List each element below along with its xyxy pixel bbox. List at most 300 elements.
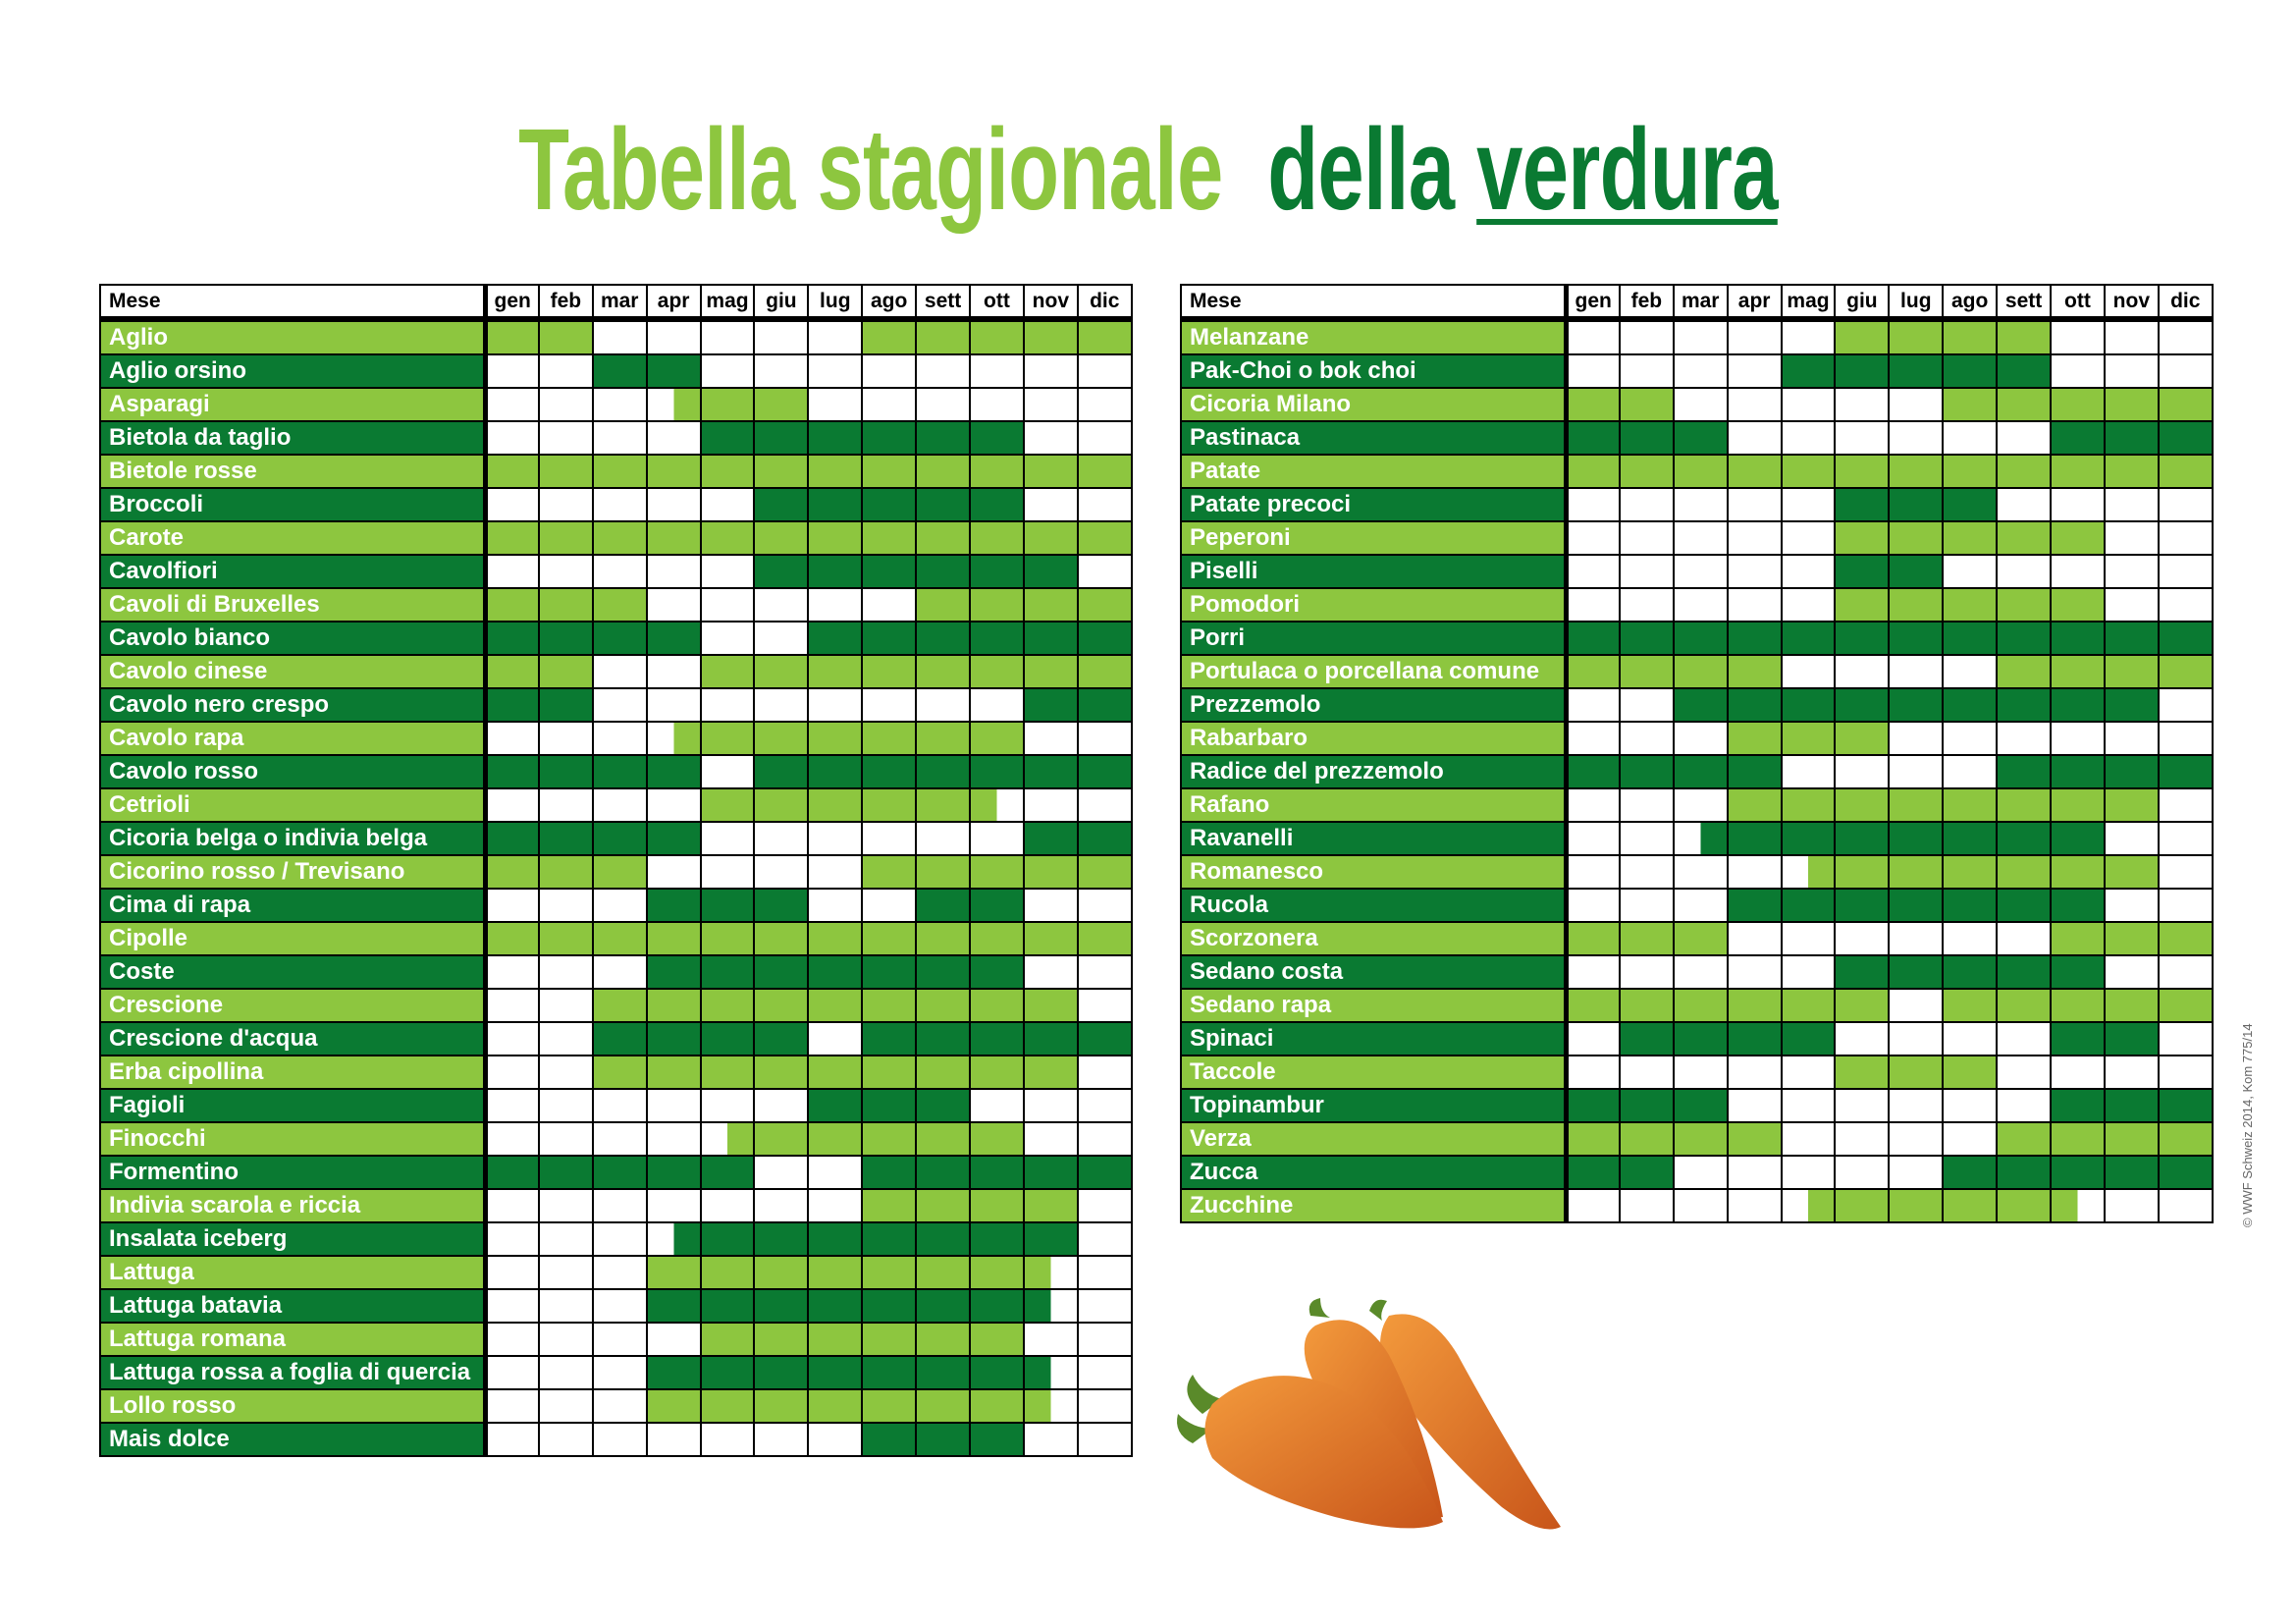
vegetable-name: Crescione d'acqua [100, 1022, 485, 1056]
season-cell-mar [593, 655, 647, 688]
vegetable-name: Scorzonera [1181, 922, 1566, 955]
season-cell-nov [1024, 1356, 1078, 1389]
season-cell-giu [754, 755, 808, 788]
month-header-mar: mar [593, 285, 647, 319]
season-cell-dic [1078, 655, 1132, 688]
vegetable-name: Piselli [1181, 555, 1566, 588]
season-cell-mar [593, 722, 647, 755]
season-cell-ott [2051, 755, 2105, 788]
table-row [1181, 722, 2213, 755]
table-body-left [100, 319, 1132, 1456]
season-cell-mag [701, 1222, 755, 1256]
season-cell-dic [1078, 488, 1132, 521]
vegetable-name: Cavolo bianco [100, 622, 485, 655]
table-row [1181, 421, 2213, 455]
season-cell-dic [2159, 1089, 2213, 1122]
season-cell-gen [485, 1356, 539, 1389]
season-cell-apr [1728, 655, 1782, 688]
season-cell-feb [1620, 755, 1674, 788]
season-cell-mar [1674, 588, 1728, 622]
season-cell-mar [1674, 822, 1728, 855]
table-row [100, 1122, 1132, 1156]
season-cell-ago [1943, 822, 1997, 855]
season-cell-giu [1835, 889, 1889, 922]
season-cell-ott [2051, 455, 2105, 488]
season-cell-feb [539, 1289, 593, 1323]
table-row [100, 722, 1132, 755]
season-cell-apr [1728, 455, 1782, 488]
season-cell-apr [647, 755, 701, 788]
season-cell-ago [1943, 1156, 1997, 1189]
season-cell-nov [1024, 1122, 1078, 1156]
season-cell-nov [2105, 421, 2159, 455]
season-cell-gen [1566, 788, 1620, 822]
season-cell-dic [2159, 354, 2213, 388]
season-cell-lug [808, 1356, 862, 1389]
season-cell-dic [1078, 989, 1132, 1022]
vegetable-name: Ravanelli [1181, 822, 1566, 855]
season-cell-dic [2159, 655, 2213, 688]
season-cell-mag [1782, 655, 1836, 688]
season-cell-feb [1620, 855, 1674, 889]
season-cell-ott [970, 722, 1024, 755]
season-cell-lug [1889, 319, 1943, 354]
month-header-mar: mar [1674, 285, 1728, 319]
season-cell-gen [1566, 1022, 1620, 1056]
season-cell-feb [539, 889, 593, 922]
season-cell-gen [1566, 1089, 1620, 1122]
season-cell-mag [1782, 622, 1836, 655]
season-cell-ago [1943, 455, 1997, 488]
season-cell-feb [539, 588, 593, 622]
season-cell-feb [1620, 822, 1674, 855]
season-cell-lug [1889, 1122, 1943, 1156]
season-cell-nov [2105, 588, 2159, 622]
season-cell-mag [701, 755, 755, 788]
season-cell-lug [1889, 588, 1943, 622]
season-cell-dic [1078, 1156, 1132, 1189]
season-cell-ago [1943, 319, 1997, 354]
vegetable-name: Carote [100, 521, 485, 555]
vegetable-name: Patate [1181, 455, 1566, 488]
season-cell-dic [2159, 488, 2213, 521]
month-header-ago: ago [1943, 285, 1997, 319]
season-cell-feb [1620, 388, 1674, 421]
season-cell-giu [1835, 555, 1889, 588]
season-cell-gen [485, 1156, 539, 1189]
season-cell-sett [1997, 755, 2051, 788]
season-table-right [1180, 284, 2214, 1223]
season-cell-lug [1889, 1056, 1943, 1089]
season-cell-dic [2159, 722, 2213, 755]
vegetable-name: Zucca [1181, 1156, 1566, 1189]
season-cell-dic [1078, 388, 1132, 421]
season-cell-mar [1674, 989, 1728, 1022]
season-cell-ott [2051, 388, 2105, 421]
season-cell-apr [1728, 855, 1782, 889]
season-cell-lug [808, 1156, 862, 1189]
season-cell-giu [754, 319, 808, 354]
season-cell-lug [1889, 1089, 1943, 1122]
season-cell-ott [970, 1122, 1024, 1156]
season-cell-mar [593, 488, 647, 521]
season-cell-feb [539, 855, 593, 889]
month-header-gen: gen [485, 285, 539, 319]
season-cell-lug [808, 354, 862, 388]
month-header-giu: giu [1835, 285, 1889, 319]
season-cell-lug [1889, 855, 1943, 889]
season-cell-ago [1943, 421, 1997, 455]
season-cell-nov [2105, 1056, 2159, 1089]
season-cell-dic [1078, 1122, 1132, 1156]
header-month-label: Mese [1181, 285, 1566, 319]
season-cell-giu [1835, 319, 1889, 354]
season-cell-sett [916, 822, 970, 855]
table-row [100, 488, 1132, 521]
season-cell-sett [916, 455, 970, 488]
season-cell-mag [1782, 354, 1836, 388]
season-cell-dic [2159, 455, 2213, 488]
season-cell-lug [1889, 1189, 1943, 1222]
season-cell-mag [701, 555, 755, 588]
season-cell-mar [1674, 521, 1728, 555]
season-cell-sett [916, 855, 970, 889]
table-header-row [1181, 285, 2213, 319]
season-cell-sett [916, 922, 970, 955]
season-cell-gen [485, 1056, 539, 1089]
season-cell-nov [1024, 1323, 1078, 1356]
season-cell-ago [1943, 1022, 1997, 1056]
season-cell-lug [1889, 488, 1943, 521]
season-cell-mag [701, 1356, 755, 1389]
vegetable-name: Indivia scarola e riccia [100, 1189, 485, 1222]
season-cell-nov [1024, 1156, 1078, 1189]
season-cell-apr [647, 455, 701, 488]
month-header-ott: ott [2051, 285, 2105, 319]
table-row [1181, 788, 2213, 822]
season-cell-sett [1997, 1056, 2051, 1089]
season-cell-giu [754, 1022, 808, 1056]
month-header-apr: apr [647, 285, 701, 319]
table-row [1181, 1056, 2213, 1089]
season-cell-lug [808, 1323, 862, 1356]
season-cell-mar [1674, 922, 1728, 955]
season-cell-feb [1620, 1089, 1674, 1122]
season-cell-giu [754, 822, 808, 855]
season-cell-apr [647, 655, 701, 688]
season-cell-nov [1024, 1222, 1078, 1256]
season-cell-lug [1889, 822, 1943, 855]
season-cell-mag [1782, 1122, 1836, 1156]
table-row [100, 1022, 1132, 1056]
season-cell-nov [2105, 822, 2159, 855]
season-cell-gen [1566, 1122, 1620, 1156]
season-cell-ago [1943, 855, 1997, 889]
vegetable-name: Cavoli di Bruxelles [100, 588, 485, 622]
title-part-1: Tabella stagionale [518, 105, 1223, 235]
season-cell-nov [2105, 722, 2159, 755]
season-cell-nov [2105, 1189, 2159, 1222]
season-cell-lug [1889, 354, 1943, 388]
season-cell-feb [539, 1256, 593, 1289]
season-cell-mar [593, 755, 647, 788]
season-cell-feb [539, 622, 593, 655]
season-cell-mar [1674, 622, 1728, 655]
season-cell-apr [647, 521, 701, 555]
season-cell-feb [539, 755, 593, 788]
season-cell-feb [1620, 722, 1674, 755]
season-cell-ott [970, 922, 1024, 955]
season-cell-giu [1835, 1056, 1889, 1089]
season-cell-sett [1997, 922, 2051, 955]
vegetable-name: Cavolo rosso [100, 755, 485, 788]
vegetable-name: Cipolle [100, 922, 485, 955]
season-cell-apr [647, 319, 701, 354]
season-table-left [99, 284, 1133, 1457]
season-cell-ago [862, 421, 916, 455]
season-cell-giu [1835, 388, 1889, 421]
season-cell-nov [1024, 588, 1078, 622]
season-cell-ott [970, 1356, 1024, 1389]
season-cell-dic [1078, 455, 1132, 488]
season-cell-mag [701, 688, 755, 722]
season-cell-ago [862, 622, 916, 655]
season-cell-giu [754, 588, 808, 622]
season-cell-sett [916, 688, 970, 722]
season-cell-ago [862, 822, 916, 855]
season-cell-mag [701, 319, 755, 354]
table-row [100, 755, 1132, 788]
season-cell-giu [754, 488, 808, 521]
season-cell-mar [593, 922, 647, 955]
season-cell-apr [1728, 922, 1782, 955]
season-cell-feb [1620, 889, 1674, 922]
season-cell-feb [539, 455, 593, 488]
season-cell-dic [1078, 319, 1132, 354]
season-cell-mar [593, 455, 647, 488]
season-cell-ott [970, 488, 1024, 521]
season-cell-apr [647, 1323, 701, 1356]
season-cell-ago [862, 1289, 916, 1323]
season-cell-nov [2105, 889, 2159, 922]
season-cell-nov [1024, 788, 1078, 822]
season-cell-ott [970, 622, 1024, 655]
season-cell-mar [1674, 455, 1728, 488]
season-cell-giu [754, 354, 808, 388]
season-cell-mar [1674, 1089, 1728, 1122]
season-cell-ago [862, 889, 916, 922]
season-cell-gen [485, 788, 539, 822]
season-cell-mar [593, 588, 647, 622]
table-row [100, 655, 1132, 688]
month-header-mag: mag [701, 285, 755, 319]
season-cell-lug [808, 755, 862, 788]
season-cell-feb [1620, 655, 1674, 688]
vegetable-name: Asparagi [100, 388, 485, 421]
season-cell-nov [2105, 622, 2159, 655]
season-cell-mar [1674, 319, 1728, 354]
table-row [100, 1356, 1132, 1389]
season-cell-giu [754, 455, 808, 488]
season-cell-dic [2159, 922, 2213, 955]
season-cell-ago [862, 955, 916, 989]
season-cell-lug [808, 1022, 862, 1056]
season-cell-apr [647, 1389, 701, 1423]
season-cell-feb [539, 788, 593, 822]
title-part-2: della [1267, 105, 1455, 235]
season-cell-dic [1078, 1222, 1132, 1256]
season-cell-gen [485, 1222, 539, 1256]
season-cell-giu [1835, 1022, 1889, 1056]
month-header-giu: giu [754, 285, 808, 319]
season-cell-ago [1943, 521, 1997, 555]
season-cell-apr [647, 388, 701, 421]
season-cell-mag [701, 1056, 755, 1089]
season-cell-nov [1024, 889, 1078, 922]
season-cell-gen [1566, 488, 1620, 521]
season-cell-apr [647, 488, 701, 521]
season-cell-ott [2051, 421, 2105, 455]
season-cell-ott [2051, 521, 2105, 555]
season-cell-lug [1889, 755, 1943, 788]
season-cell-giu [1835, 989, 1889, 1022]
season-cell-lug [808, 889, 862, 922]
month-header-ago: ago [862, 285, 916, 319]
table-row [100, 788, 1132, 822]
season-cell-ott [970, 421, 1024, 455]
season-cell-dic [2159, 1022, 2213, 1056]
season-cell-feb [539, 354, 593, 388]
season-cell-ott [2051, 1089, 2105, 1122]
season-cell-gen [485, 1022, 539, 1056]
season-cell-dic [2159, 622, 2213, 655]
season-cell-dic [1078, 788, 1132, 822]
season-cell-dic [1078, 588, 1132, 622]
season-cell-giu [1835, 521, 1889, 555]
season-cell-lug [808, 955, 862, 989]
season-cell-apr [647, 788, 701, 822]
season-cell-feb [539, 555, 593, 588]
table-row [100, 1389, 1132, 1423]
season-cell-ago [1943, 388, 1997, 421]
season-cell-mar [1674, 388, 1728, 421]
season-cell-mar [1674, 421, 1728, 455]
season-cell-ago [862, 455, 916, 488]
season-cell-gen [1566, 1156, 1620, 1189]
season-cell-mag [701, 989, 755, 1022]
season-cell-apr [647, 889, 701, 922]
season-cell-dic [1078, 722, 1132, 755]
season-cell-nov [1024, 755, 1078, 788]
season-cell-ott [2051, 989, 2105, 1022]
table-row [1181, 622, 2213, 655]
season-cell-sett [1997, 688, 2051, 722]
season-cell-nov [1024, 855, 1078, 889]
month-header-dic: dic [2159, 285, 2213, 319]
table-row [100, 688, 1132, 722]
season-cell-sett [1997, 788, 2051, 822]
season-cell-ott [2051, 354, 2105, 388]
season-cell-feb [539, 1122, 593, 1156]
season-cell-giu [1835, 655, 1889, 688]
table-row [100, 319, 1132, 354]
season-cell-ott [2051, 822, 2105, 855]
season-cell-dic [1078, 421, 1132, 455]
season-cell-lug [1889, 1022, 1943, 1056]
season-cell-mar [1674, 855, 1728, 889]
season-cell-nov [1024, 1189, 1078, 1222]
season-cell-sett [1997, 488, 2051, 521]
season-cell-nov [1024, 1056, 1078, 1089]
season-cell-gen [485, 822, 539, 855]
season-cell-apr [1728, 388, 1782, 421]
season-cell-feb [1620, 1156, 1674, 1189]
season-cell-gen [1566, 822, 1620, 855]
season-cell-lug [1889, 889, 1943, 922]
vegetable-name: Cicoria Milano [1181, 388, 1566, 421]
season-cell-gen [485, 319, 539, 354]
month-header-ott: ott [970, 285, 1024, 319]
season-cell-ott [2051, 688, 2105, 722]
table-row [1181, 889, 2213, 922]
season-cell-lug [808, 822, 862, 855]
season-cell-gen [1566, 655, 1620, 688]
season-cell-sett [916, 319, 970, 354]
season-cell-apr [1728, 722, 1782, 755]
season-cell-apr [1728, 421, 1782, 455]
season-cell-nov [2105, 319, 2159, 354]
season-cell-gen [485, 1423, 539, 1456]
season-cell-nov [2105, 388, 2159, 421]
season-cell-mag [1782, 555, 1836, 588]
table-header-row [100, 285, 1132, 319]
season-cell-sett [916, 388, 970, 421]
season-cell-apr [1728, 1156, 1782, 1189]
season-cell-mag [701, 521, 755, 555]
season-cell-ago [862, 521, 916, 555]
season-cell-mag [701, 1122, 755, 1156]
season-cell-sett [1997, 1089, 2051, 1122]
table-row [1181, 488, 2213, 521]
season-cell-gen [485, 622, 539, 655]
table-row [100, 1189, 1132, 1222]
season-cell-mar [593, 788, 647, 822]
season-cell-ott [970, 521, 1024, 555]
season-cell-dic [2159, 788, 2213, 822]
vegetable-name: Spinaci [1181, 1022, 1566, 1056]
season-cell-sett [916, 1256, 970, 1289]
season-cell-gen [485, 555, 539, 588]
vegetable-name: Cetrioli [100, 788, 485, 822]
season-cell-nov [1024, 1423, 1078, 1456]
table-row [100, 555, 1132, 588]
season-cell-ago [1943, 1056, 1997, 1089]
season-cell-sett [1997, 319, 2051, 354]
season-cell-mag [1782, 1022, 1836, 1056]
season-cell-feb [1620, 354, 1674, 388]
season-cell-nov [1024, 488, 1078, 521]
vegetable-name: Cima di rapa [100, 889, 485, 922]
season-cell-giu [754, 655, 808, 688]
season-cell-dic [2159, 1122, 2213, 1156]
season-cell-mag [701, 1089, 755, 1122]
season-cell-feb [539, 488, 593, 521]
vegetable-name: Cavolo nero crespo [100, 688, 485, 722]
season-cell-dic [2159, 955, 2213, 989]
season-cell-lug [808, 421, 862, 455]
season-cell-gen [485, 455, 539, 488]
season-cell-gen [485, 855, 539, 889]
